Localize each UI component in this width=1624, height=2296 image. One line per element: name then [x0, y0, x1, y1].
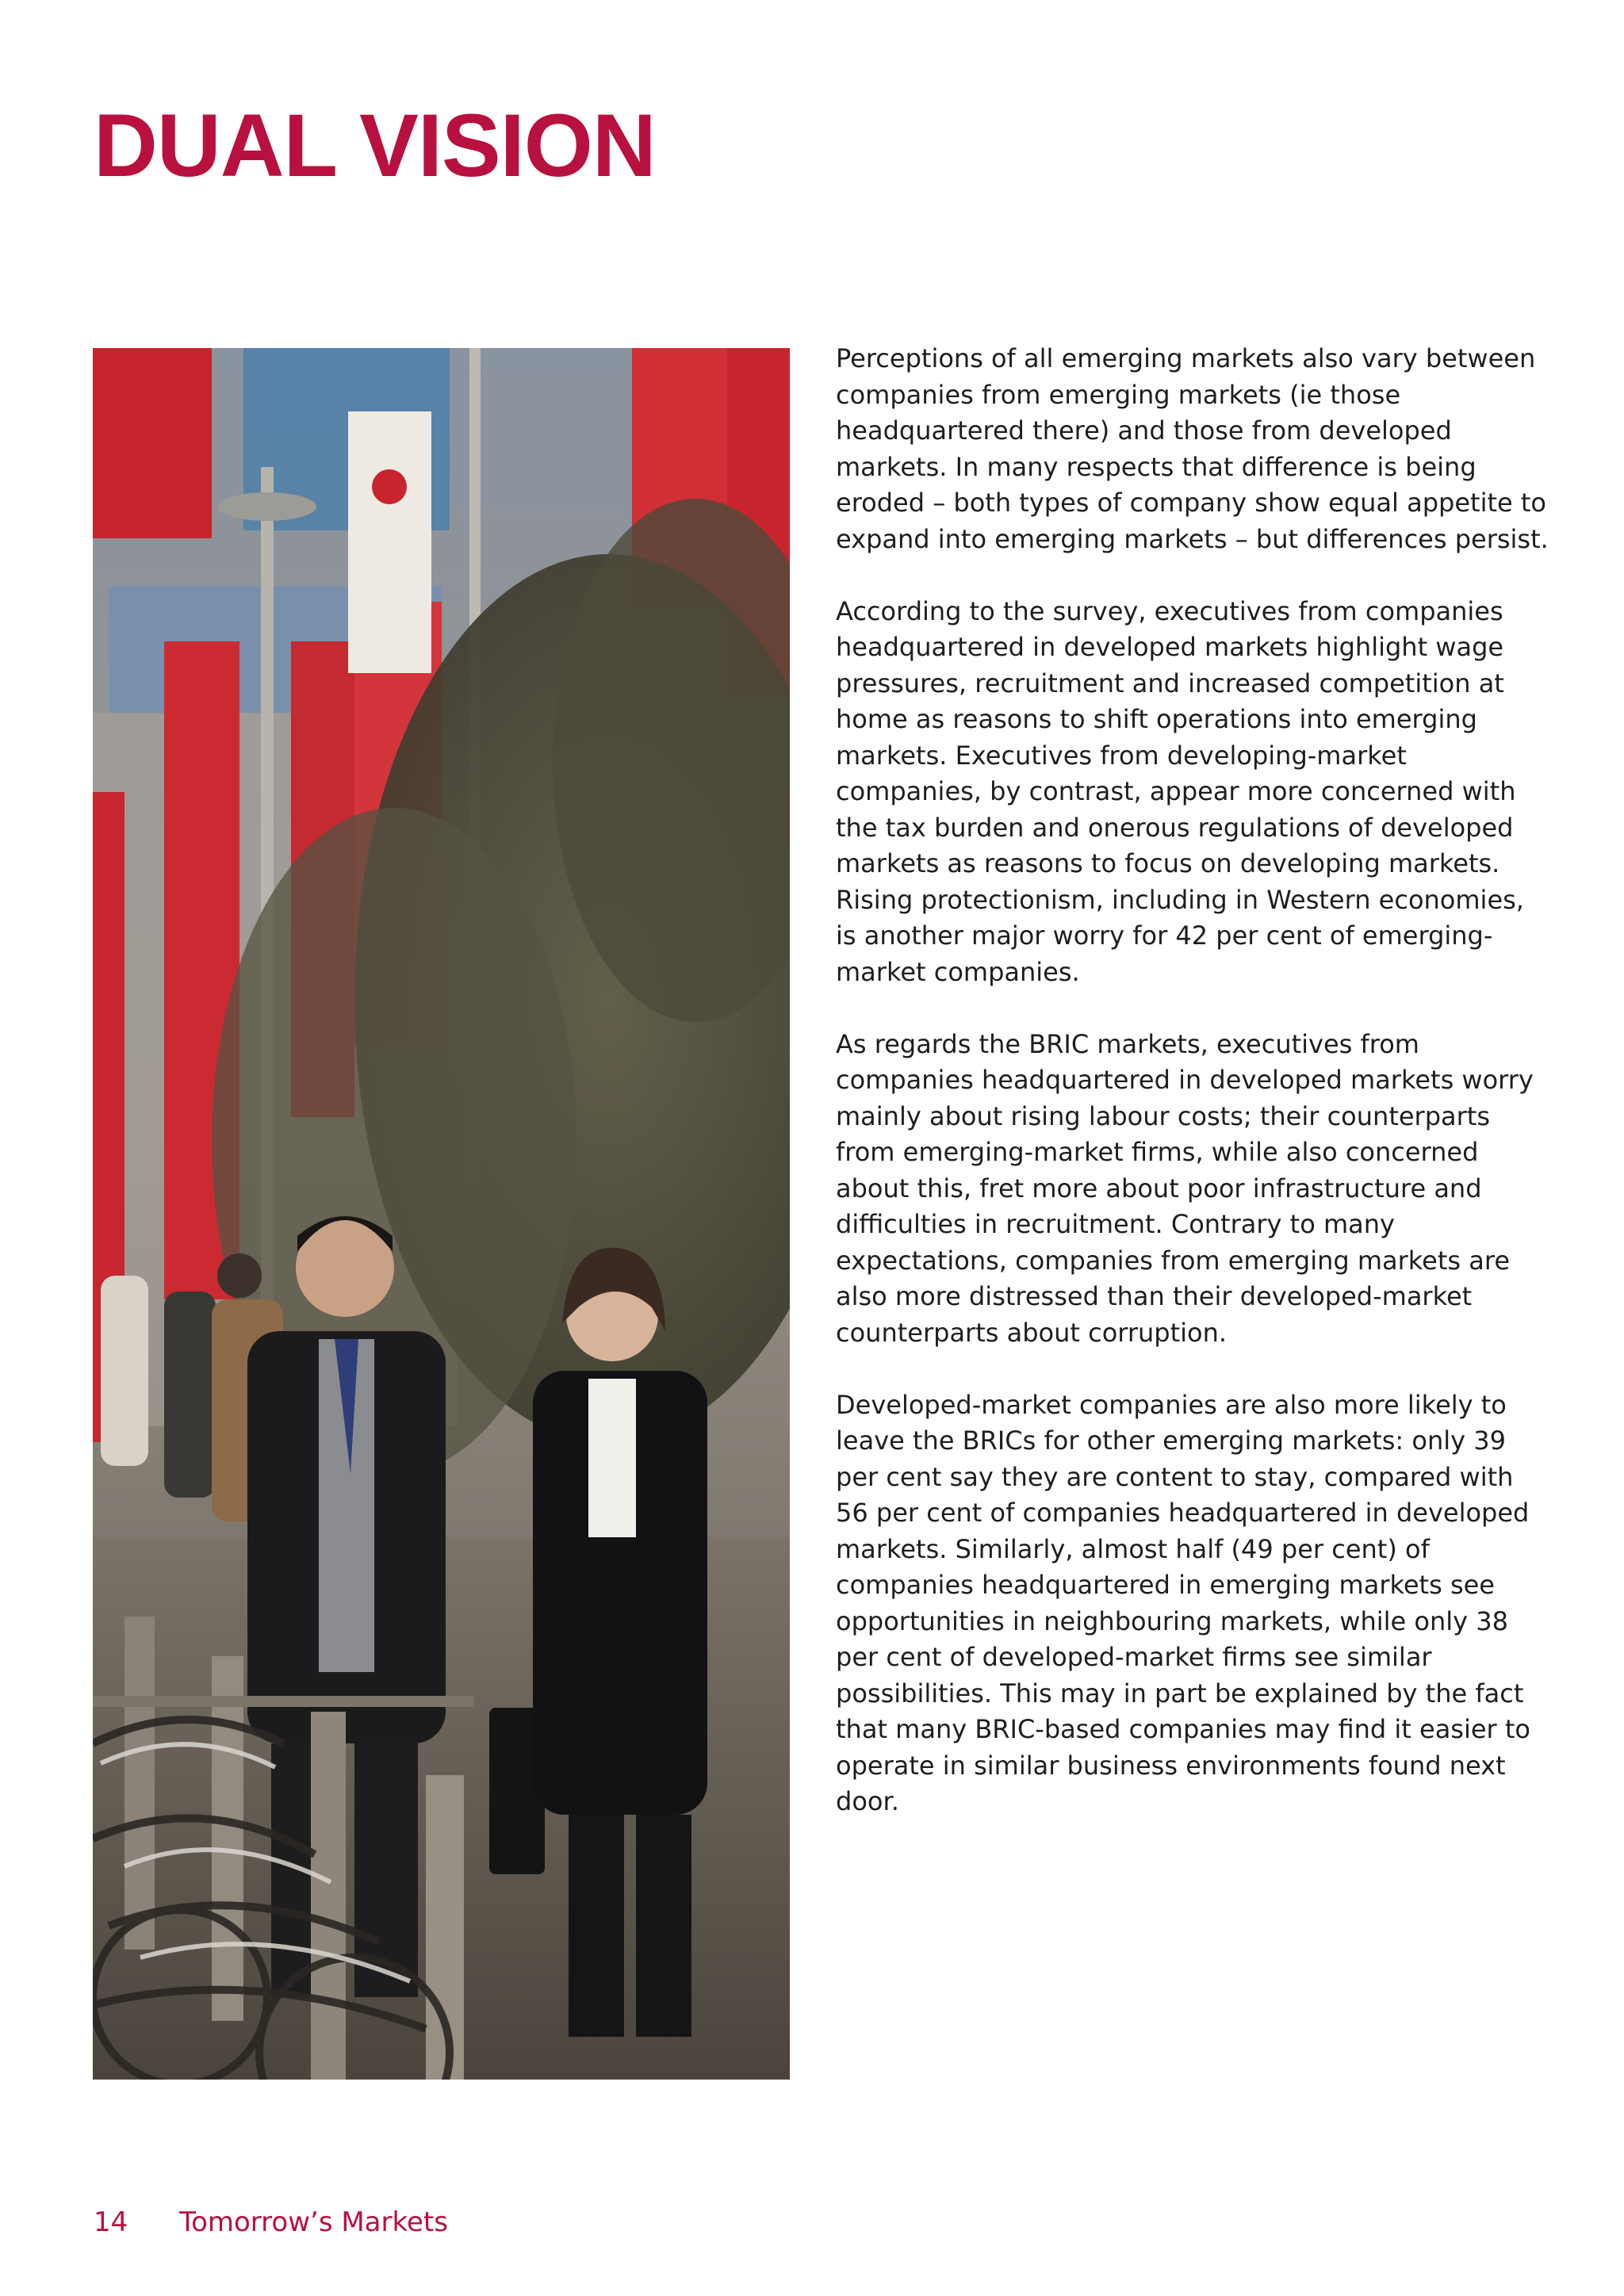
paragraph-4: Developed-market companies are also more likely to leave the BRICs for other emerging markets: only 39 per cent say they are content to stay, compared with 56 per cent of companies headquartered in developed markets. Similarly, almost half (49 per cent) of companies headquartered in emerging markets see opportunities in neighbouring markets, while only 38 per cent of developed-market firms see similar possibilities. This may in part be explained by the fact that many BRIC-based companies may find it easier to operate in similar business environments found next door. [836, 1389, 1530, 1816]
street-scene-illustration [93, 348, 790, 2080]
article-body [836, 341, 1549, 1856]
paragraph-1: Perceptions of all emerging markets also vary between companies from emerging markets (ie those headquartered there) and those from developed markets. In many respects that difference is being eroded – both types of company show equal appetite to expand into emerging markets – but differences persist. [836, 343, 1549, 554]
paragraph-2: According to the survey, executives from companies headquartered in developed markets highlight wage pressures, recruitment and increased competition at home as reasons to shift operations into emerging markets. Executives from developing-market companies, by contrast, appear more concerned with the tax burden and onerous regulations of developed markets as reasons to focus on developing markets. Rising protectionism, including in Western economies, is another major worry for 42 per cent of emerging-market companies. [836, 595, 1524, 987]
publication-title: Tomorrow’s Markets [179, 2206, 448, 2238]
paragraph-3: As regards the BRIC markets, executives from companies headquartered in developed markets worry mainly about rising labour costs; their counterparts from emerging-market firms, while also concerned about this, fret more about poor infrastructure and difficulties in recruitment. Contrary to many expectations, companies from emerging markets are also more distressed than their developed-market counterparts about corruption. [836, 1028, 1534, 1348]
page-title: DUAL VISION [94, 96, 656, 195]
page-footer [94, 2206, 448, 2238]
street-scene-photo [93, 348, 790, 2080]
page-number: 14 [94, 2206, 128, 2238]
